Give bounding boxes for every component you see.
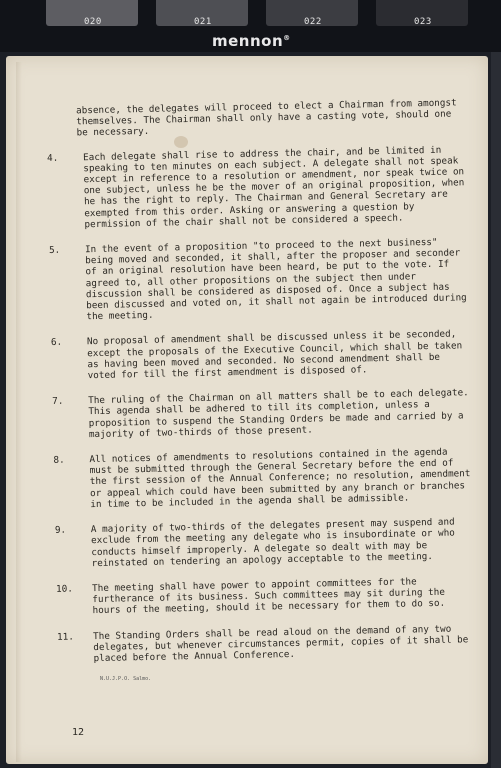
item-text: In the event of a proposition "to proceed to the next business" being moved and seconded, it shall, after the proposer and seconder of an original resolution have been heard, be put to the vote. If agreed to, all other propositions on the subject then under discussion shall be considered as disposed of. Once a subject has been discussed and voted on, it shall not again be introduced during the meeting. xyxy=(84,236,467,323)
swatch-label: 022 xyxy=(304,17,322,27)
item-text: A majority of two-thirds of the delegates present may suspend and exclude from the meeting any delegate who is insubordinate or who conducts himself improperly. A delegate so dealt with may be reinstated on tendering an apology acceptable to the meeting. xyxy=(90,516,455,569)
brand-logo: mennon® xyxy=(212,32,291,50)
color-card-strip xyxy=(0,0,501,52)
item-number: 10. xyxy=(56,583,74,595)
list-item xyxy=(49,236,471,323)
swatch-020 xyxy=(46,0,138,26)
brand-text: mennon xyxy=(212,32,284,50)
item-number: 8. xyxy=(53,454,65,466)
swatch-022 xyxy=(266,0,358,26)
list-item xyxy=(52,387,473,441)
list-item xyxy=(53,446,474,511)
list-item xyxy=(51,329,472,383)
intro-text: absence, the delegates will proceed to elect a Chairman from amongst themselves. The Chairman shall only have a casting vote, should one be necessary. xyxy=(75,97,457,139)
swatch-label: 021 xyxy=(194,17,212,27)
item-text: The ruling of the Chairman on all matters shall be to each delegate. This agenda shall be adhered to till its completion, unless a proposition to suspend the Standing Orders be made and carried by a majority of two-thirds of those present. xyxy=(88,387,469,441)
item-number: 5. xyxy=(48,244,61,256)
item-number: 4. xyxy=(46,152,59,164)
background-edge xyxy=(491,52,501,768)
item-text: The meeting shall have power to appoint committees for the furtherance of its business. Such committees may sit during the hours of the meeting, should it be necessary for them to do so. xyxy=(92,576,446,617)
swatch-label: 020 xyxy=(84,17,102,27)
item-text: The Standing Orders shall be read aloud on the demand of any two delegates, but whenever circumstances permit, copies of it shall be placed before the Annual Conference. xyxy=(92,623,469,665)
item-text: Each delegate shall rise to address the chair, and be limited in speaking to ten minutes on each subject. A delegate shall not speak except in reference to a resolution or amendment, nor speak twice on one subject, unless he be the mover of an original proposition, when he has the right to reply. The Chairman and General Secretary are exempted from this order. Asking or answering a question by permission of the chair shall not be considered a speech. xyxy=(82,144,465,231)
page-number: 12 xyxy=(72,727,85,738)
list-item xyxy=(47,144,469,231)
swatch-023 xyxy=(376,0,468,26)
swatch-021 xyxy=(156,0,248,26)
list-item xyxy=(57,623,478,665)
item-number: 7. xyxy=(52,395,64,408)
item-number: 11. xyxy=(57,631,75,643)
item-number: 6. xyxy=(50,337,63,349)
footnote xyxy=(100,676,151,682)
item-text: All notices of amendments to resolutions contained in the agenda must be submitted through the General Secretary before the end of the first session of the Annual Conference; no resolution, amendment or appeal which could have been submitted by any branch or branches in time to be included in the agenda shall be admissible. xyxy=(89,446,471,511)
item-number: 9. xyxy=(54,524,67,536)
list-item xyxy=(56,575,477,617)
document-body xyxy=(46,97,478,679)
list-item xyxy=(55,516,476,570)
intro-paragraph xyxy=(46,97,467,139)
item-text: No proposal of amendment shall be discussed unless it be seconded, except the proposals of the Executive Council, which shall be taken as having been moved and seconded. No second amendment shall be voted for till the first amendment is disposed of. xyxy=(86,328,463,382)
swatch-label: 023 xyxy=(414,17,432,27)
footnote-text: N.U.J.P.O. Salmo. xyxy=(100,676,152,682)
document-page xyxy=(6,56,488,764)
